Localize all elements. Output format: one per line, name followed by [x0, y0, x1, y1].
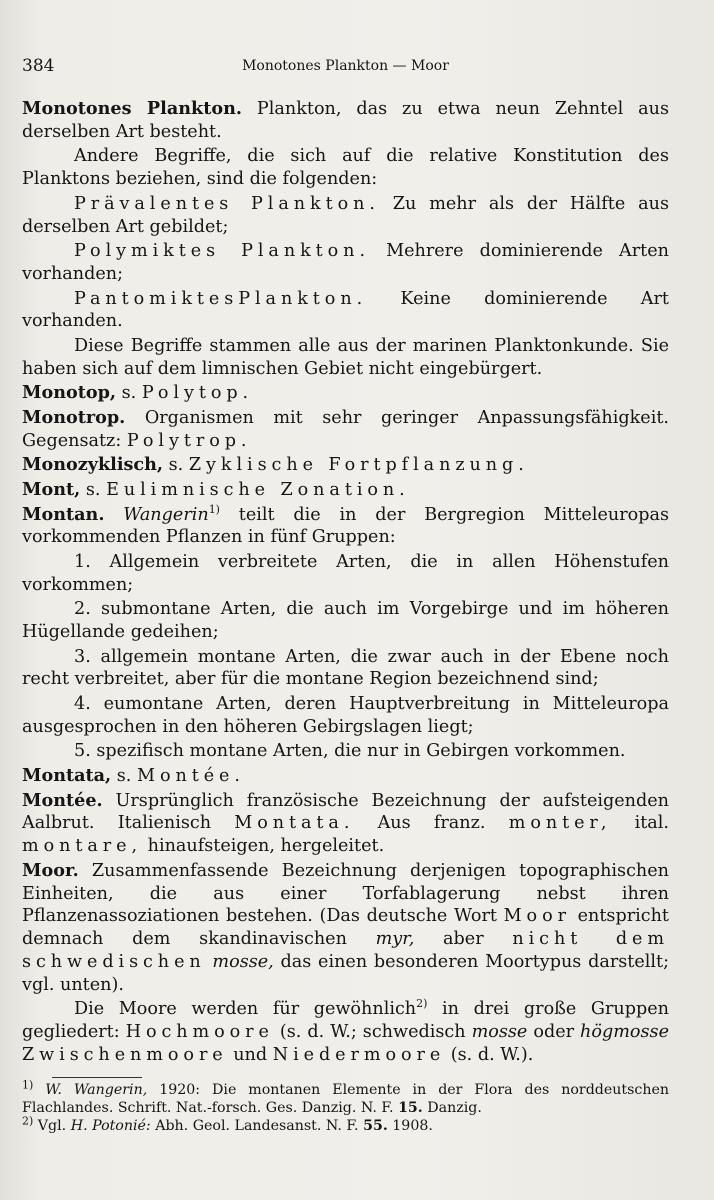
text-segment: in drei große Gruppen gegliedert: [22, 999, 669, 1043]
text-segment: Polytop. [141, 383, 254, 404]
text-segment: 4. eumontane Arten, deren Hauptverbreitung in Mitteleuropa ausgesprochen in den höheren Gebirgslagen liegt; [22, 694, 669, 737]
text-segment: Moor [503, 906, 571, 927]
text-segment: nicht dem schwedischen [22, 929, 669, 973]
text-segment: entspricht demnach dem skandinavischen [22, 906, 669, 950]
entry-monotrop [22, 407, 669, 453]
text-segment: oder [527, 1022, 581, 1043]
entry-montan [22, 504, 669, 550]
text-segment: Wangerin [123, 504, 209, 525]
text-segment: H. Potonié: [70, 1117, 151, 1134]
entry-item1 [22, 551, 669, 597]
text-segment: Organismen mit sehr geringer Anpassungsfähigkeit. Gegensatz: [22, 407, 669, 451]
text-segment: Zu mehr als der Hälfte aus derselben Art gebildet; [22, 193, 669, 237]
text-segment: 55. [363, 1117, 388, 1134]
text-segment: monter, [508, 813, 612, 834]
text-segment: 2) [22, 1114, 34, 1128]
text-segment: Zwischenmoore [22, 1045, 228, 1066]
text-segment [104, 505, 123, 525]
text-segment: und [227, 1045, 273, 1066]
text-segment: W. Wangerin, [45, 1081, 148, 1098]
text-segment: Prävalentes Plankton. [74, 193, 380, 214]
text-segment: Montan. [22, 503, 105, 525]
text-segment: Niedermoore [272, 1045, 446, 1066]
running-header [22, 56, 669, 80]
text-segment: Vgl. [33, 1117, 71, 1134]
entry-mont [22, 479, 669, 502]
footnotes [22, 1078, 670, 1135]
entry-moor [22, 860, 669, 997]
entry-montee [22, 790, 669, 858]
text-segment: 1) [208, 502, 220, 516]
text-segment: Hochmoore [125, 1022, 274, 1043]
text-segment: Mehrere dominierende Arten vorhanden; [22, 241, 669, 284]
entry-monotones [22, 98, 669, 144]
text-segment [33, 1082, 45, 1098]
text-segment: 2. submontane Arten, die auch im Vorgebirge und im höheren Hügellande gedeihen; [22, 599, 669, 643]
footnote-fn1 [22, 1078, 670, 1117]
text-segment: Montée. [22, 789, 103, 811]
text-segment: mosse [471, 1022, 528, 1043]
text-segment: Monozyklisch, [22, 454, 164, 476]
text-segment: 1920: Die montanen Elemente in der Flora des norddeutschen Flachlandes. Schrift. Nat.-forsch. Ges. Danzig. N. F. [22, 1081, 670, 1116]
text-segment: Monotop, [22, 382, 117, 404]
text-segment: (s. d. W.). [445, 1045, 534, 1066]
entries [22, 98, 669, 1067]
footnote-fn2 [22, 1114, 669, 1135]
text-segment: montare, [22, 836, 143, 857]
entry-item2 [22, 598, 669, 644]
text-segment: Zusammenfassende Bezeichnung derjenigen topographischen Einheiten, die aus einer Torfablagerung nebst ihren Pflanzenassoziationen bestehen. (Das deutsche Wort [22, 860, 669, 927]
text-segment: Aus franz. [354, 813, 509, 834]
text-segment: Montata, [22, 765, 112, 787]
entry-diese [22, 335, 669, 381]
entry-item4 [22, 693, 669, 739]
text-segment: hinaufsteigen, hergeleitet. [142, 836, 385, 857]
text-segment: Abh. Geol. Landesanst. N. F. [150, 1117, 364, 1134]
entry-polymiktes [22, 240, 669, 286]
text-segment: s. [163, 455, 189, 476]
text-segment: ital. [611, 813, 669, 834]
text-segment: Montata. [234, 813, 355, 834]
text-segment: 1) [22, 1078, 34, 1092]
entry-item3 [22, 646, 669, 692]
text-segment: Keine dominierende Art vorhanden. [22, 288, 669, 332]
text-segment: myr, [375, 929, 415, 950]
running-title: Monotones Plankton — Moor [242, 58, 449, 74]
text-segment: 1. Allgemein verbreitete Arten, die in allen Höhenstufen vorkommen; [22, 551, 669, 595]
entry-monotop [22, 382, 669, 405]
page-number: 384 [22, 56, 55, 76]
text-segment: s. [80, 479, 107, 500]
text-segment: Moor. [22, 859, 79, 881]
text-segment: Andere Begriffe, die sich auf die relative Konstitution des Planktons beziehen, sind die folgenden: [22, 146, 669, 190]
text-segment: 15. [398, 1099, 423, 1116]
entry-item5 [22, 740, 669, 763]
text-segment: aber [414, 929, 513, 950]
text-segment: teilt die in der Bergregion Mitteleuropas vorkommenden Pflanzen in fünf Gruppen: [22, 504, 669, 548]
text-segment: Mont, [22, 478, 81, 500]
text-segment: Monotones Plankton. [22, 98, 243, 119]
footnote-rule [52, 1077, 142, 1078]
entry-andere [22, 145, 669, 191]
text-segment: Ursprünglich französische Bezeichnung der aufsteigenden Aalbrut. Italienisch [22, 790, 669, 834]
text-segment: Monotrop. [22, 406, 126, 428]
text-segment: s. [111, 766, 137, 787]
text-segment: högmosse [580, 1022, 669, 1043]
text-segment: PantomiktesPlankton. [74, 288, 368, 309]
text-segment: Montée. [137, 766, 245, 787]
text-segment: (s. d. W.; schwedisch [273, 1022, 472, 1043]
entry-monozyklisch [22, 454, 669, 477]
text-segment: Eulimnische Zonation. [106, 479, 410, 500]
text-segment: s. [116, 383, 142, 404]
text-segment: Zyklische Fortpflanzung. [188, 455, 529, 476]
text-segment: 2) [416, 997, 428, 1011]
entry-montata [22, 765, 669, 788]
text-segment: Diese Begriffe stammen alle aus der marinen Planktonkunde. Sie haben sich auf dem limnischen Gebiet nicht eingebürgert. [22, 335, 669, 379]
text-segment: 1908. [387, 1117, 433, 1134]
text-segment: 3. allgemein montane Arten, die zwar auch in der Ebene noch recht verbreitet, aber für die montane Region bezeichnend sind; [22, 646, 669, 690]
text-segment: Plankton, das zu etwa neun Zehntel aus derselben Art besteht. [22, 99, 669, 142]
text-segment: 5. spezifisch montane Arten, die nur in Gebirgen vorkommen. [74, 741, 626, 762]
entry-praevalentes [22, 193, 669, 239]
page-body [22, 98, 669, 1135]
text-segment: das einen besonderen Moortypus darstellt; vgl. unten). [22, 952, 669, 995]
text-segment: Polytrop. [126, 430, 252, 451]
text-segment: Polymiktes Plankton. [74, 241, 370, 262]
text-segment: Die Moore werden für gewöhnlich [74, 999, 417, 1020]
entry-moore [22, 998, 669, 1066]
text-segment: Danzig. [422, 1099, 482, 1116]
text-segment: mosse, [212, 952, 274, 973]
entry-pantomiktes [22, 288, 669, 334]
